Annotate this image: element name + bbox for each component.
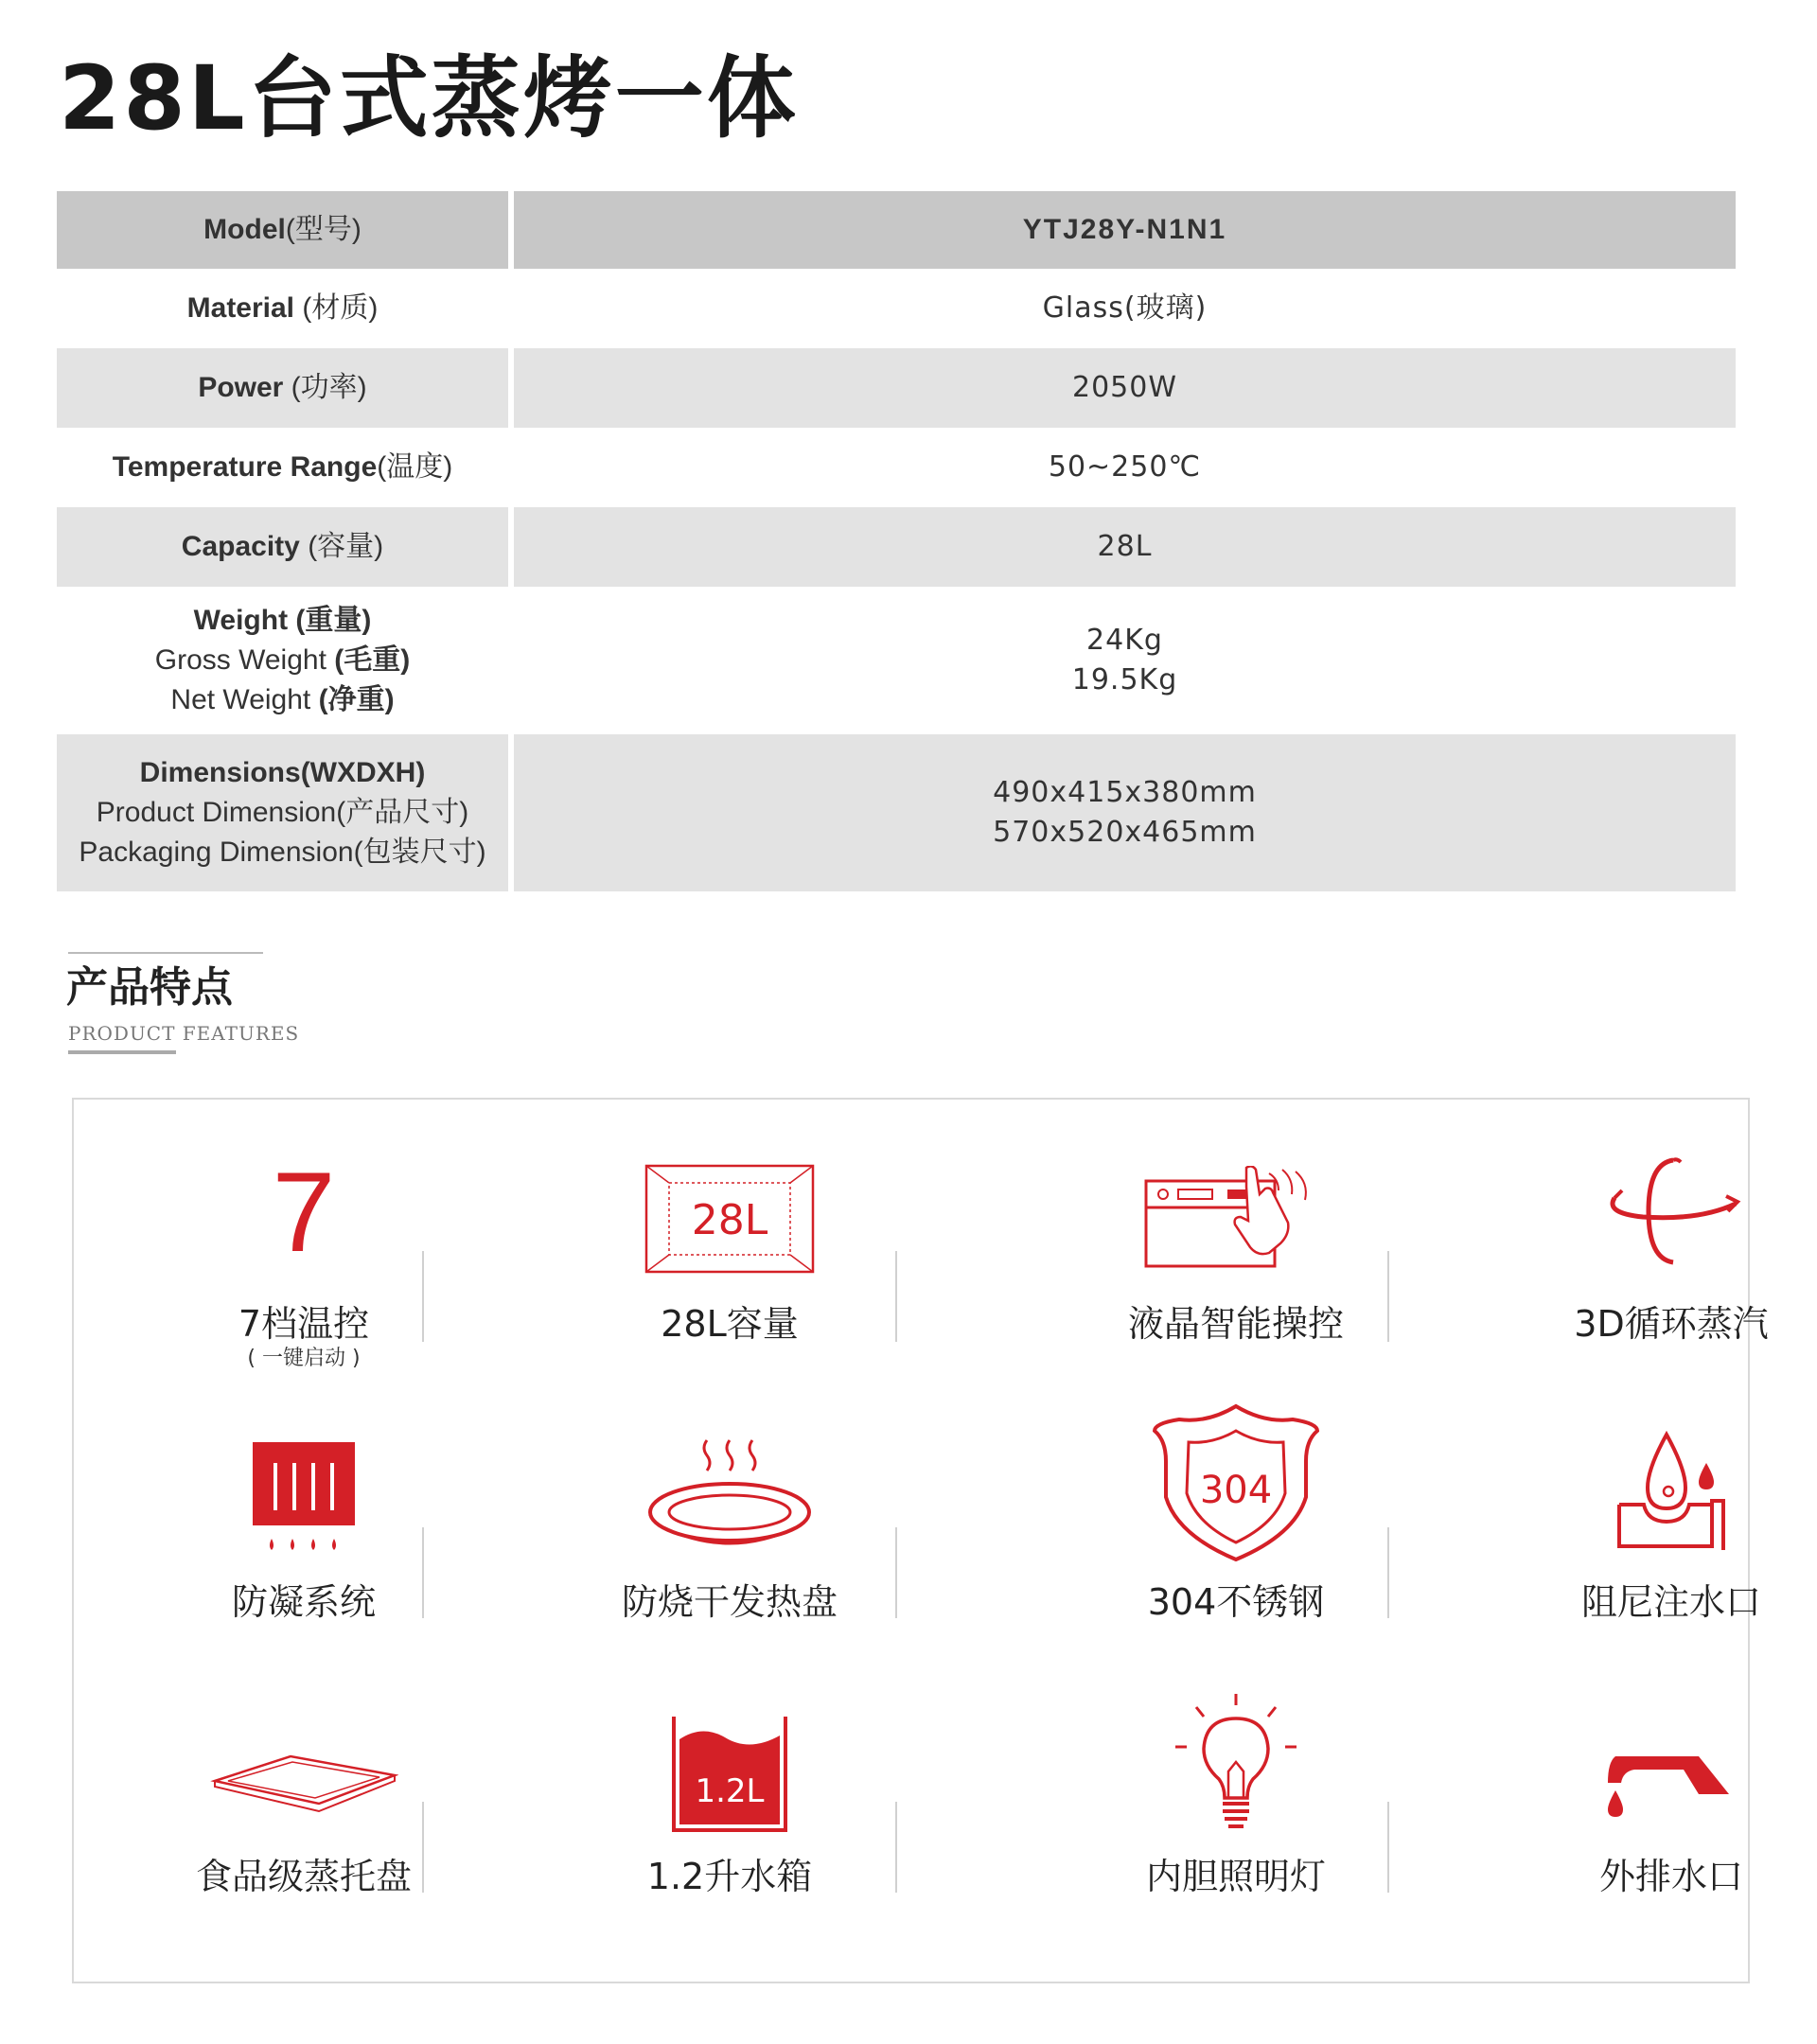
spec-label — [57, 507, 508, 587]
spec-row-material — [57, 269, 1736, 348]
net-weight-cn: (净重) — [318, 684, 395, 715]
feature-label: 3D循环蒸汽 — [1574, 1303, 1769, 1345]
spec-label — [57, 348, 508, 428]
spec-label — [57, 428, 508, 507]
feature-label: 内胆照明灯 — [1145, 1856, 1326, 1897]
spec-label-bold: Temperature Range — [112, 451, 378, 483]
feature-label: 7档温控 — [238, 1303, 370, 1345]
section-subtitle: PRODUCT FEATURES — [68, 1022, 300, 1045]
feature-stainless-steel — [1094, 1383, 1378, 1667]
spec-row-model — [57, 191, 1736, 269]
anti-condensation-icon — [247, 1440, 361, 1559]
divider — [1387, 1251, 1389, 1342]
touch-panel-icon — [1137, 1166, 1335, 1279]
feature-damped-water-inlet — [1529, 1383, 1813, 1667]
product-dimension-value: 490x415x380mm — [993, 776, 1257, 809]
spec-row-power — [57, 348, 1736, 428]
dimensions-heading: Dimensions(WXDXH) — [139, 757, 426, 788]
product-dimension-label: Product Dimension(产品尺寸) — [96, 797, 469, 828]
shield-icon-text: 304 — [1199, 1469, 1273, 1512]
feature-capacity — [588, 1100, 872, 1383]
water-tank-icon — [668, 1715, 791, 1834]
spec-row-temperature — [57, 428, 1736, 507]
spec-label-rest: (材质) — [294, 292, 379, 324]
spec-label-rest: (容量) — [299, 531, 384, 562]
spec-label-bold: Material — [186, 292, 295, 324]
feature-3d-steam — [1529, 1100, 1813, 1383]
drain-outlet-icon — [1600, 1749, 1742, 1824]
spec-row-dimensions — [57, 734, 1736, 891]
feature-external-drain — [1529, 1658, 1813, 1942]
spec-label-rest: (型号) — [285, 214, 362, 245]
feature-temperature-control — [162, 1100, 446, 1383]
spec-value: YTJ28Y-N1N1 — [514, 191, 1736, 269]
divider — [1387, 1527, 1389, 1618]
packaging-dimension-value: 570x520x465mm — [993, 816, 1257, 849]
spec-value — [514, 734, 1736, 891]
spec-label-rest: (功率) — [283, 372, 367, 403]
spec-label — [57, 269, 508, 348]
feature-label: 阻尼注水口 — [1580, 1581, 1761, 1623]
shield-icon — [1151, 1402, 1321, 1563]
spec-row-capacity — [57, 507, 1736, 587]
spec-label-bold: Capacity — [181, 531, 300, 562]
spec-label-bold: Model — [203, 214, 286, 245]
page-title: 28L台式蒸烤一体 — [59, 47, 799, 150]
divider — [895, 1802, 897, 1893]
feature-label: 外排水口 — [1598, 1856, 1743, 1897]
tray-icon — [209, 1753, 398, 1819]
divider — [895, 1527, 897, 1618]
divider — [895, 1251, 897, 1342]
feature-anti-condensation — [162, 1383, 446, 1667]
feature-label: 防烧干发热盘 — [621, 1581, 838, 1623]
spec-label — [57, 587, 508, 734]
light-bulb-icon — [1170, 1692, 1302, 1834]
divider — [1387, 1802, 1389, 1893]
steam-orbit-icon — [1596, 1154, 1747, 1268]
packaging-dimension-label: Packaging Dimension(包装尺寸) — [79, 837, 486, 868]
capacity-box-icon — [644, 1164, 815, 1274]
feature-label: 304不锈钢 — [1147, 1581, 1325, 1623]
feature-label: 1.2升水箱 — [646, 1856, 813, 1897]
spec-table — [57, 191, 1736, 891]
features-panel — [72, 1098, 1769, 1983]
spec-label-bold: Power — [198, 372, 284, 403]
feature-food-tray — [162, 1658, 446, 1942]
spec-value: 2050W — [514, 348, 1736, 428]
spec-value: 50~250℃ — [1048, 450, 1202, 484]
gross-weight-value: 24Kg — [1086, 624, 1163, 657]
spec-label — [57, 734, 508, 891]
seven-icon-text: 7 — [272, 1156, 336, 1260]
feature-label: 防凝系统 — [231, 1581, 376, 1623]
feature-label: 液晶智能操控 — [1127, 1303, 1344, 1345]
seven-icon — [256, 1156, 351, 1260]
feature-sublabel: ( 一键启动 ) — [247, 1347, 361, 1370]
water-tank-icon-text: 1.2L — [695, 1772, 765, 1810]
section-title: 产品特点 — [66, 963, 233, 1012]
capacity-icon-text: 28L — [691, 1196, 768, 1244]
net-weight-value: 19.5Kg — [1071, 663, 1178, 696]
gross-weight-cn: (毛重) — [334, 644, 411, 676]
spec-value: 28L — [514, 507, 1736, 587]
spec-row-weight — [57, 587, 1736, 734]
spec-value — [514, 587, 1736, 734]
spec-label-rest: (温度) — [377, 451, 453, 483]
feature-water-tank — [588, 1658, 872, 1942]
feature-interior-light — [1094, 1658, 1378, 1942]
feature-label: 28L容量 — [661, 1303, 799, 1345]
spec-label — [57, 191, 508, 269]
spec-value: Glass(玻璃) — [1042, 291, 1208, 325]
section-rule-bottom — [68, 1050, 176, 1054]
net-weight-label: Net Weight — [170, 684, 319, 715]
section-rule-top — [68, 952, 263, 954]
feature-label: 食品级蒸托盘 — [195, 1856, 412, 1897]
feature-heating-plate — [588, 1383, 872, 1667]
water-inlet-icon — [1610, 1427, 1733, 1559]
feature-lcd-control — [1094, 1100, 1378, 1383]
weight-heading: Weight (重量) — [193, 605, 372, 636]
gross-weight-label: Gross Weight — [154, 644, 335, 676]
heating-plate-icon — [644, 1436, 815, 1559]
